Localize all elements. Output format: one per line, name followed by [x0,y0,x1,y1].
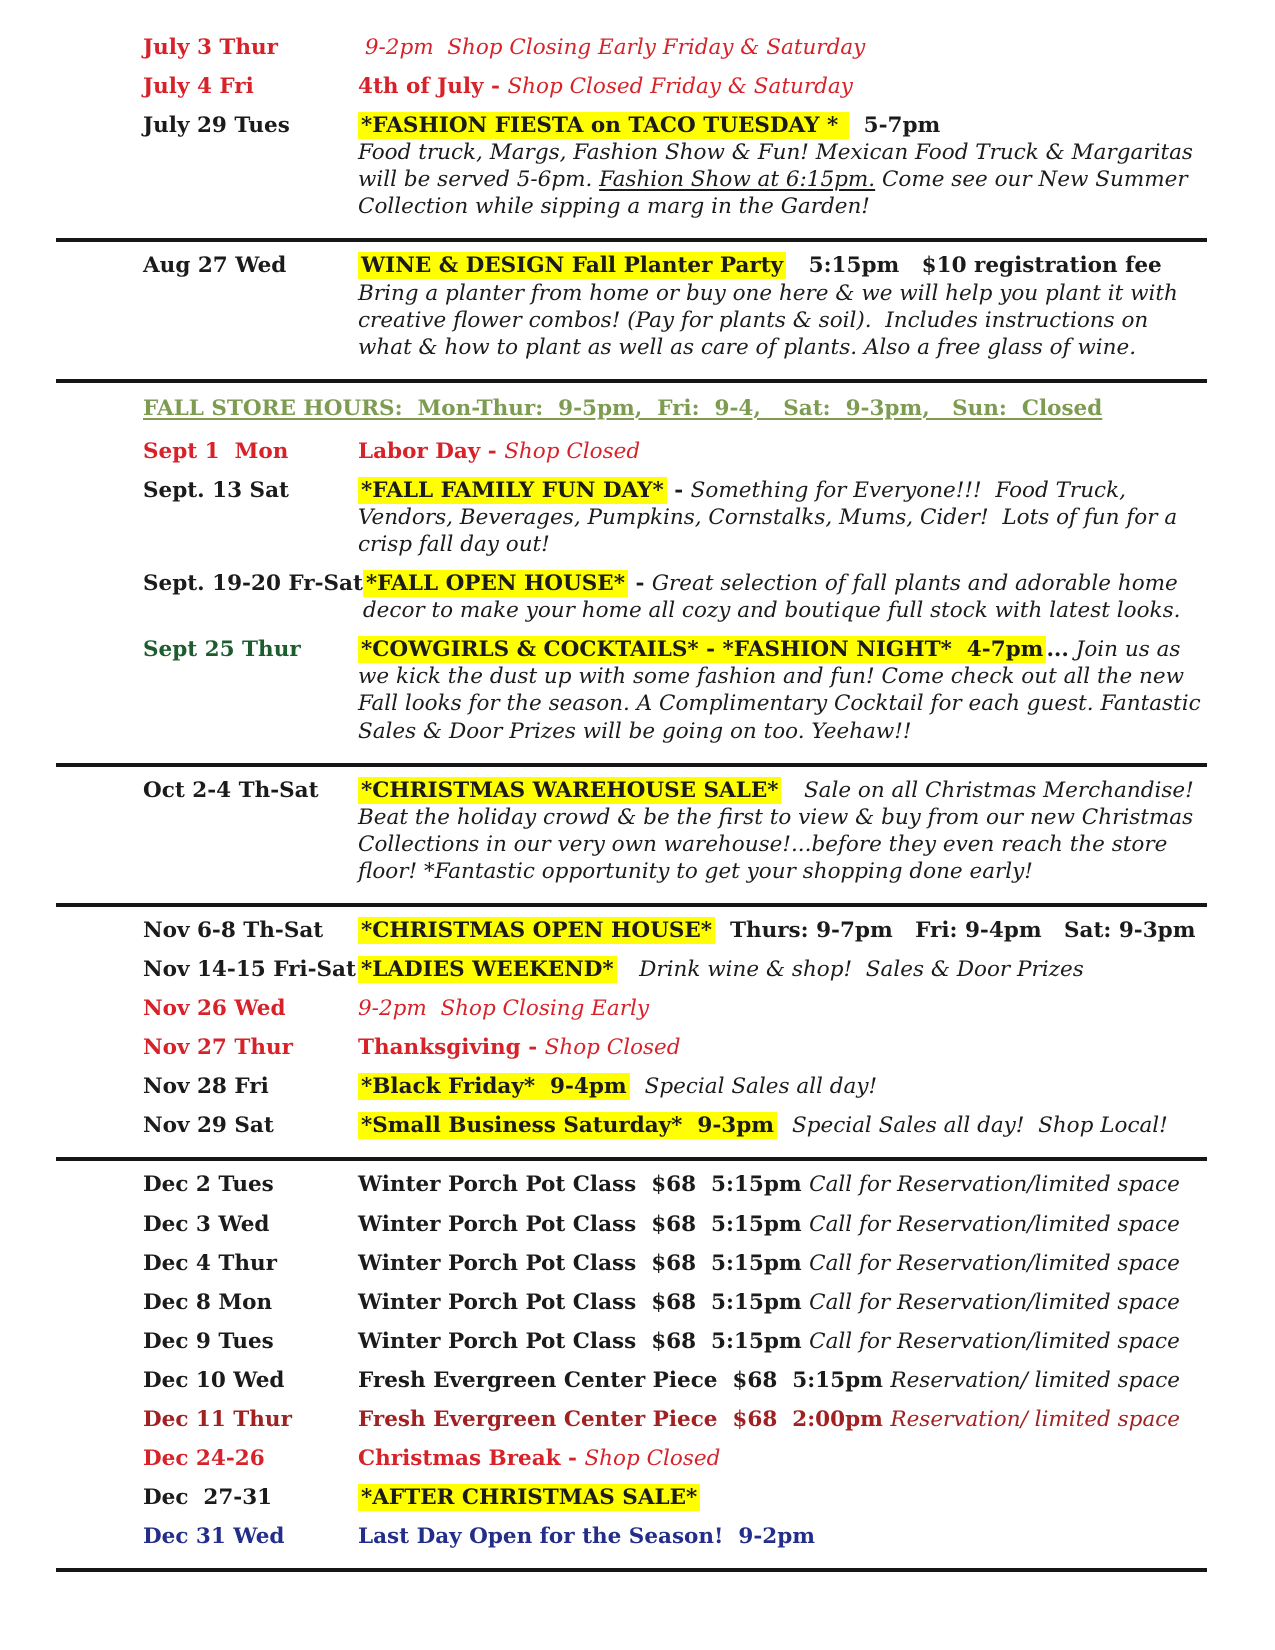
event-content [358,1211,1205,1238]
event-date: Aug 27 Wed [143,253,287,279]
event-text-segment: 4th of July - [358,74,508,100]
event-content [358,1367,1205,1394]
event-date: Nov 6-8 Th-Sat [143,917,324,943]
event-text-segment [777,1113,792,1138]
event-date: Sept 1 Mon [143,438,289,464]
event-date: Oct 2-4 Th-Sat [143,777,319,803]
event-text-segment: Fresh Evergreen Center Piece $68 2:00pm [358,1406,891,1432]
event-text-segment: Shop Closed [504,438,641,464]
event-date: Dec 31 Wed [143,1524,285,1550]
event-date: Dec 4 Thur [143,1250,277,1276]
event-paragraph [358,1523,1205,1550]
event-text-segment: Join us as we kick the dust up with some fashion and fun! Come check out all the new Fall looks for the season. A Complimentary Cocktail for each guest. Fantastic Sales & Door Prizes will be going on too. Yeehaw!! [358,637,1208,744]
event-paragraph [358,252,1205,279]
highlighted-event-title: *COWGIRLS & COCKTAILS* - *FASHION NIGHT* 4-7pm [358,636,1046,663]
event-date: Dec 8 Mon [143,1289,273,1315]
event-text-segment: Shop Closed [544,1035,681,1061]
event-date: Sept 25 Thur [143,637,301,663]
event-paragraph [358,1406,1205,1433]
event-text-segment: 5-7pm [848,113,941,139]
schedule-section [0,909,1275,1155]
highlighted-event-title: *CHRISTMAS WAREHOUSE SALE* [358,777,781,804]
event-paragraph [358,1112,1205,1139]
section-divider [56,238,1207,242]
event-row [143,73,1205,100]
event-text-segment: Special Sales all day! Shop Local! [791,1113,1168,1139]
event-paragraph [358,34,1205,61]
event-paragraph [358,1484,1205,1511]
event-paragraph [358,280,1205,361]
event-row [143,1073,1205,1100]
event-content [358,73,1205,100]
event-date: Sept. 19-20 Fr-Sat [143,571,363,597]
event-date: Nov 14-15 Fri-Sat [143,957,356,983]
event-text-segment: FALL STORE HOURS: Mon-Thur: 9-5pm, Fri: 9-4, Sat: 9-3pm, Sun: Closed [143,395,1103,421]
event-text-segment: Thanksgiving - [358,1035,545,1061]
section-divider [56,379,1207,383]
event-text-segment: 5:15pm $10 registration fee [786,253,1162,279]
event-row [143,477,1205,558]
event-text-segment: - [666,477,691,503]
event-text-segment: Call for Reservation/limited space [809,1328,1180,1354]
event-text-segment: Last Day Open for the Season! 9-2pm [358,1524,816,1550]
event-text-segment: Sale on all Christmas Merchandise! Beat the holiday crowd & be the first to view & buy from our new Christmas Collections in our very own warehouse!...before they even reach the store floor! *Fantastic opportunity to get your shopping done early! [358,777,1201,884]
event-paragraph [358,1073,1205,1100]
event-content [358,1406,1205,1433]
event-paragraph [358,73,1205,100]
event-text-segment: Great selection of fall plants and adorable home decor to make your home all cozy and boutique full stock with latest looks. [362,571,1185,624]
event-date: Dec 24-26 [143,1445,265,1471]
event-row [143,1034,1205,1061]
event-row [143,252,1205,360]
event-text-segment: Food truck, Margs, Fashion Show & Fun! Mexican Food Truck & Margaritas will be served 5-6pm. [358,140,1200,193]
event-text-segment [781,778,803,803]
events-schedule [0,26,1275,1572]
event-paragraph [358,112,1205,139]
section-divider [56,1568,1207,1572]
event-text-segment [630,1074,645,1099]
event-text-segment: Call for Reservation/limited space [809,1250,1180,1276]
event-paragraph [358,1211,1205,1238]
event-paragraph [358,438,1205,465]
event-text-segment: ... [1046,637,1069,663]
event-paragraph [358,1367,1205,1394]
event-content [358,1250,1205,1277]
highlighted-event-title: *FALL OPEN HOUSE* [363,570,628,597]
event-row [143,34,1205,61]
event-content [358,1523,1205,1550]
event-date: July 29 Tues [143,113,290,139]
event-paragraph [358,956,1205,983]
event-text-segment: Winter Porch Pot Class $68 5:15pm [358,1172,810,1198]
event-date: Dec 3 Wed [143,1211,270,1237]
event-text-segment: - [627,571,652,597]
event-date: Nov 26 Wed [143,996,286,1022]
event-paragraph [358,1445,1205,1472]
event-text-segment: Reservation/ limited space [890,1367,1181,1393]
event-content [358,1445,1205,1472]
highlighted-event-title: *FASHION FIESTA on TACO TUESDAY * [358,112,849,139]
event-content [358,112,1205,220]
event-text-segment: Winter Porch Pot Class $68 5:15pm [358,1289,810,1315]
event-content [358,477,1205,558]
event-content [358,1289,1205,1316]
event-text-segment: 9-2pm Shop Closing Early [358,996,649,1022]
event-text-segment: Call for Reservation/limited space [809,1289,1180,1315]
event-date: Dec 2 Tues [143,1172,274,1198]
event-text-segment: Winter Porch Pot Class $68 5:15pm [358,1328,810,1354]
event-content [358,1484,1205,1511]
event-row [143,1171,1205,1198]
event-paragraph [358,1289,1205,1316]
event-text-segment: Reservation/ limited space [890,1406,1181,1432]
schedule-section [0,1163,1275,1566]
schedule-section [0,26,1275,236]
event-content [358,1112,1205,1139]
event-paragraph [358,1250,1205,1277]
event-date: Dec 11 Thur [143,1406,292,1432]
section-divider [56,903,1207,907]
schedule-section [0,385,1275,761]
event-text-segment: 9-2pm Shop Closing Early Friday & Saturday [358,35,866,60]
highlighted-event-title: *LADIES WEEKEND* [358,956,617,983]
event-text-segment: Fresh Evergreen Center Piece $68 5:15pm [358,1367,891,1393]
highlighted-event-title: WINE & DESIGN Fall Planter Party [358,252,786,279]
event-content [358,777,1205,885]
event-row [143,1445,1205,1472]
event-date: Nov 28 Fri [143,1074,269,1100]
event-row [143,1484,1205,1511]
event-row [143,777,1205,885]
event-paragraph [358,477,1205,558]
event-row [143,636,1208,744]
event-row [143,1328,1205,1355]
event-content [358,636,1208,744]
event-date: Dec 9 Tues [143,1328,274,1354]
event-row [143,1289,1205,1316]
event-content [358,438,1205,465]
event-content [358,1328,1205,1355]
event-text-segment: Come see our New Summer Collection while sipping a marg in the Garden! [358,167,1195,220]
event-text-segment: Winter Porch Pot Class $68 5:15pm [358,1250,810,1276]
event-row [143,1406,1205,1433]
event-paragraph [358,917,1205,944]
event-paragraph [358,1034,1205,1061]
event-date: Sept. 13 Sat [143,477,289,503]
event-row [143,956,1205,983]
fall-store-hours-header [143,395,1205,422]
event-row [143,1367,1205,1394]
highlighted-event-title: *AFTER CHRISTMAS SALE* [358,1484,700,1511]
event-paragraph [363,570,1205,624]
event-text-segment: Drink wine & shop! Sales & Door Prizes [639,957,1084,983]
event-content [358,1073,1205,1100]
event-text-segment: Labor Day - [358,438,505,464]
event-paragraph [358,636,1208,744]
event-date: July 4 Fri [143,74,254,100]
event-date: July 3 Thur [143,35,278,60]
event-text-segment: Call for Reservation/limited space [809,1211,1180,1237]
schedule-section [0,769,1275,901]
section-divider [56,1157,1207,1161]
event-content [358,34,1205,61]
event-date: Dec 27-31 [143,1485,273,1511]
event-row [143,570,1205,624]
event-text-segment: Christmas Break - [358,1445,585,1471]
highlighted-event-title: *Black Friday* 9-4pm [358,1073,630,1100]
event-paragraph [358,1328,1205,1355]
event-row [143,917,1205,944]
event-text-segment [617,957,639,982]
event-text-segment: Shop Closed Friday & Saturday [507,74,853,100]
section-divider [56,763,1207,767]
event-content [358,252,1205,360]
event-content [358,917,1205,944]
schedule-section [0,244,1275,376]
event-paragraph [358,777,1205,885]
event-date: Dec 10 Wed [143,1367,285,1393]
event-paragraph [358,995,1205,1022]
highlighted-event-title: *CHRISTMAS OPEN HOUSE* [358,917,715,944]
highlighted-event-title: *Small Business Saturday* 9-3pm [358,1112,777,1139]
event-text-segment: Shop Closed [584,1445,721,1471]
event-content [358,995,1205,1022]
event-text-segment: Special Sales all day! [644,1074,878,1100]
event-date: Nov 29 Sat [143,1113,274,1139]
event-content [358,956,1205,983]
highlighted-event-title: *FALL FAMILY FUN DAY* [358,477,667,504]
event-row [143,112,1205,220]
event-content [358,1171,1205,1198]
event-text-segment: Bring a planter from home or buy one here & we will help you plant it with creative flower combos! (Pay for plants & soil). Includes instructions on what & how to plant as well as care of plants. Also a free glass of wine. [358,280,1185,360]
event-text-segment: Winter Porch Pot Class $68 5:15pm [358,1211,810,1237]
event-paragraph [358,1171,1205,1198]
event-row [143,1112,1205,1139]
event-row [143,1211,1205,1238]
event-text-segment: Something for Everyone!!! Food Truck, Vendors, Beverages, Pumpkins, Cornstalks, Mums, Cider! Lots of fun for a crisp fall day out! [358,477,1184,558]
event-content [363,570,1205,624]
event-date: Nov 27 Thur [143,1035,293,1061]
event-text-segment: Fashion Show at 6:15pm. [599,167,876,193]
event-text-segment: Call for Reservation/limited space [809,1172,1180,1198]
event-text-segment: Thurs: 9-7pm Fri: 9-4pm Sat: 9-3pm [714,917,1196,943]
event-row [143,1523,1205,1550]
event-row [143,438,1205,465]
event-row [143,1250,1205,1277]
event-content [358,1034,1205,1061]
event-row [143,995,1205,1022]
event-paragraph [358,139,1205,220]
